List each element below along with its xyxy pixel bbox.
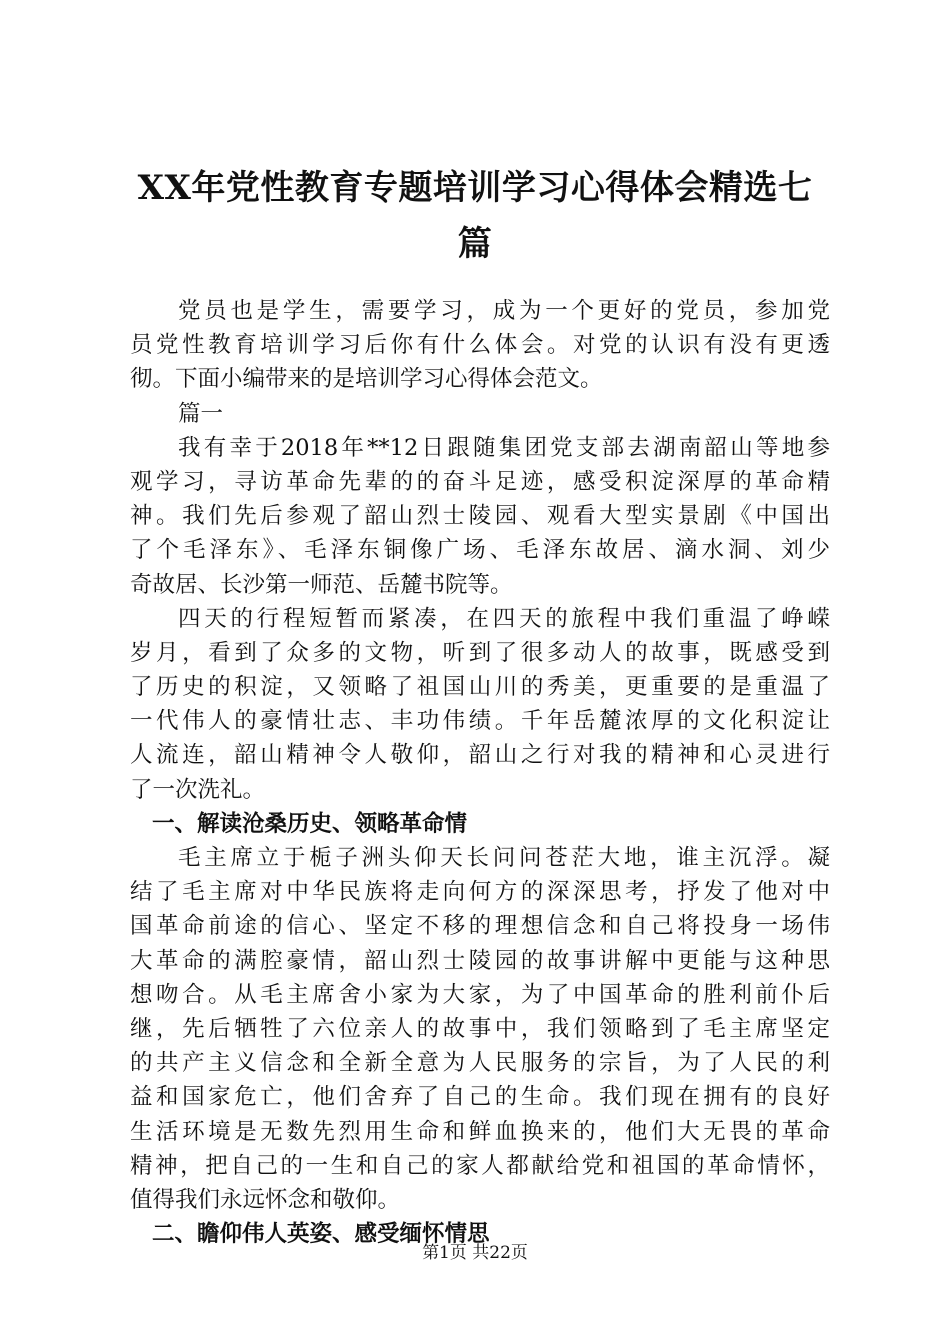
para2-line-4: 一代伟人的豪情壮志、丰功伟绩。千年岳麓浓厚的文化积淀让 [130, 708, 830, 735]
para1-line-1: 我有幸于2018年**12日跟随集团党支部去湖南韶山等地参 [178, 434, 830, 461]
title-line-2: 篇 [457, 224, 493, 264]
section-label-pian-yi: 篇一 [178, 400, 224, 427]
para3-line-6: 继，先后牺牲了六位亲人的故事中，我们领略到了毛主席坚定 [130, 1015, 830, 1042]
section-heading-1: 一、解读沧桑历史、领略革命情 [152, 810, 468, 837]
title-line-1: XX年党性教育专题培训学习心得体会精选七 [137, 168, 813, 208]
para3-line-4: 大革命的满腔豪情，韶山烈士陵园的故事讲解中更能与这种思 [130, 947, 830, 974]
para1-line-4: 了个毛泽东》、毛泽东铜像广场、毛泽东故居、滴水洞、刘少 [130, 537, 830, 564]
para3-line-3: 国革命前途的信心、坚定不移的理想信念和自己将投身一场伟 [130, 913, 830, 940]
para2-line-5: 人流连，韶山精神令人敬仰，韶山之行对我的精神和心灵进行 [130, 742, 830, 769]
para1-line-2: 观学习，寻访革命先辈的的奋斗足迹，感受积淀深厚的革命精 [130, 468, 830, 495]
document-title [130, 160, 820, 272]
para3-line-1: 毛主席立于栀子洲头仰天长问问苍茫大地，谁主沉浮。凝 [178, 845, 830, 871]
para1-line-5: 奇故居、长沙第一师范、岳麓书院等。 [130, 571, 513, 598]
para3-line-2: 结了毛主席对中华民族将走向何方的深深思考，抒发了他对中 [130, 879, 830, 906]
intro-line-3: 彻。下面小编带来的是培训学习心得体会范文。 [130, 366, 603, 393]
page-number-footer: 第1页 共22页 [422, 1243, 528, 1263]
para2-line-6: 了一次洗礼。 [130, 776, 266, 803]
para3-line-7: 的共产主义信念和全新全意为人民服务的宗旨，为了人民的利 [130, 1050, 830, 1077]
intro-line-1: 党员也是学生，需要学习，成为一个更好的党员，参加党 [178, 298, 830, 324]
para3-line-9: 生活环境是无数先烈用生命和鲜血换来的，他们大无畏的革命 [130, 1118, 830, 1145]
document-body [130, 294, 830, 1251]
para2-line-2: 岁月，看到了众多的文物，听到了很多动人的故事，既感受到 [130, 639, 830, 666]
para3-line-5: 想吻合。从毛主席舍小家为大家，为了中国革命的胜利前仆后 [130, 981, 830, 1008]
para3-line-10: 精神，把自己的一生和自己的家人都献给党和祖国的革命情怀， [130, 1152, 830, 1179]
para2-line-3: 了历史的积淀，又领略了祖国山川的秀美，更重要的是重温了 [130, 674, 830, 701]
para1-line-3: 神。我们先后参观了韶山烈士陵园、观看大型实景剧《中国出 [130, 503, 830, 530]
para3-line-11: 值得我们永远怀念和敬仰。 [130, 1186, 401, 1213]
intro-line-2: 员党性教育培训学习后你有什么体会。对党的认识有没有更透 [130, 332, 830, 359]
para3-line-8: 益和国家危亡，他们舍弃了自己的生命。我们现在拥有的良好 [130, 1084, 830, 1111]
section-heading-2: 二、瞻仰伟人英姿、感受缅怀情思 [152, 1221, 490, 1248]
para2-line-1: 四天的行程短暂而紧凑，在四天的旅程中我们重温了峥嵘 [178, 605, 830, 632]
